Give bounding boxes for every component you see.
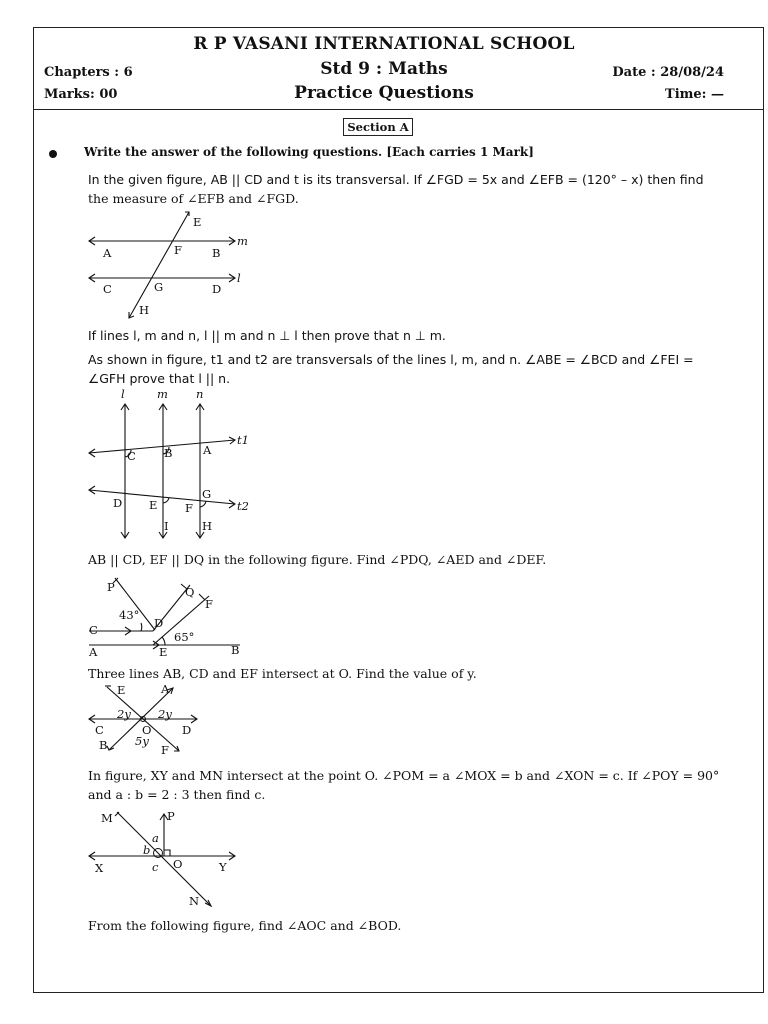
fig2-label: C	[127, 449, 136, 463]
question-1-line-1: In the given figure, AB || CD and t is its transversal. If ∠FGD = 5x and ∠EFB = (120° – x) then find	[88, 172, 704, 187]
fig4-label: F	[161, 743, 169, 757]
header-divider	[33, 109, 764, 110]
fig3-label: P	[107, 580, 115, 594]
fig2-label: B	[164, 446, 173, 460]
fig4-label: B	[99, 738, 108, 752]
fig5-label: b	[143, 843, 151, 857]
instruction: Write the answer of the following questions. [Each carries 1 Mark]	[84, 145, 534, 159]
fig2-label: A	[203, 443, 212, 457]
fig2-label: t2	[237, 499, 249, 513]
fig1-label: F	[174, 243, 182, 257]
fig2-label: t1	[237, 433, 249, 447]
question-4-line-1: AB || CD, EF || DQ in the following figure. Find ∠PDQ, ∠AED and ∠DEF.	[88, 552, 547, 567]
chapters-label: Chapters : 6	[44, 65, 133, 80]
fig2-label: m	[157, 387, 168, 401]
question-2-line-1: If lines l, m and n, l || m and n ⊥ l then prove that n ⊥ m.	[88, 328, 446, 343]
figure-parallel-pairs	[85, 572, 255, 660]
fig3-label: 65°	[174, 630, 195, 644]
fig1-label: m	[237, 234, 248, 248]
fig2-label: E	[149, 498, 158, 512]
fig1-label: D	[212, 282, 222, 296]
fig2-label: l	[121, 387, 125, 401]
fig3-label: B	[231, 643, 240, 657]
fig1-label: l	[237, 271, 241, 285]
school-name: R P VASANI INTERNATIONAL SCHOOL	[193, 34, 575, 54]
fig2-label: H	[202, 519, 213, 533]
question-6-line-2: and a : b = 2 : 3 then find c.	[88, 787, 266, 802]
fig2-label: F	[185, 501, 193, 515]
fig1-label: G	[154, 280, 164, 294]
fig4-label: E	[117, 683, 126, 697]
fig4-label: A	[161, 682, 170, 696]
fig3-label: E	[159, 645, 168, 659]
fig3-label: F	[205, 597, 213, 611]
question-7-line-1: From the following figure, find ∠AOC and ∠BOD.	[88, 918, 402, 933]
fig4-label: C	[95, 723, 104, 737]
fig3-label: A	[89, 645, 98, 659]
std-subject: Std 9 : Maths	[320, 59, 448, 79]
fig1-label: B	[212, 246, 221, 260]
fig4-label: 5y	[135, 734, 149, 748]
fig5-label: c	[152, 860, 159, 874]
fig1-label: H	[139, 303, 150, 317]
fig3-label: 43°	[119, 608, 140, 622]
fig5-label: a	[152, 831, 159, 845]
figure-three-intersecting-lines	[85, 682, 215, 758]
fig2-label: n	[196, 387, 204, 401]
fig2-label: G	[202, 487, 212, 501]
question-5-line-1: Three lines AB, CD and EF intersect at O. Find the value of y.	[88, 666, 477, 681]
section-label: Section A	[343, 118, 413, 136]
fig1-label: C	[103, 282, 112, 296]
fig4-label: O	[142, 723, 152, 737]
fig1-label: A	[103, 246, 112, 260]
fig2-label: I	[164, 519, 169, 533]
fig2-label: D	[113, 496, 123, 510]
marks-label: Marks: 00	[44, 87, 118, 102]
fig4-label: 2y	[117, 707, 131, 721]
question-1-line-2: the measure of ∠EFB and ∠FGD.	[88, 191, 299, 206]
time-label: Time: —	[665, 87, 724, 102]
fig4-label: D	[182, 723, 192, 737]
figure-three-lines-two-transversals	[85, 386, 260, 544]
figure-parallel-transversal	[85, 210, 255, 320]
fig5-label: P	[167, 809, 175, 823]
figure-xy-mn-intersect	[85, 806, 245, 910]
paper-title: Practice Questions	[294, 83, 474, 103]
bullet-icon	[49, 150, 57, 158]
fig5-label: M	[101, 811, 113, 825]
fig3-label: C	[89, 623, 98, 637]
question-6-line-1: In figure, XY and MN intersect at the point O. ∠POM = a ∠MOX = b and ∠XON = c. If ∠POY = 90°	[88, 768, 720, 783]
fig3-label: D	[154, 616, 164, 630]
question-3-line-2: ∠GFH prove that l || n.	[88, 371, 231, 386]
fig5-label: X	[95, 861, 104, 875]
date-label: Date : 28/08/24	[612, 65, 724, 80]
fig3-label: Q	[185, 585, 195, 599]
fig1-label: E	[193, 215, 202, 229]
fig5-label: Y	[219, 860, 227, 874]
question-3-line-1: As shown in figure, t1 and t2 are transversals of the lines l, m, and n. ∠ABE = ∠BCD and ∠FEI =	[88, 352, 694, 367]
fig5-label: N	[189, 894, 200, 908]
fig4-label: 2y	[158, 707, 172, 721]
fig5-label: O	[173, 857, 183, 871]
